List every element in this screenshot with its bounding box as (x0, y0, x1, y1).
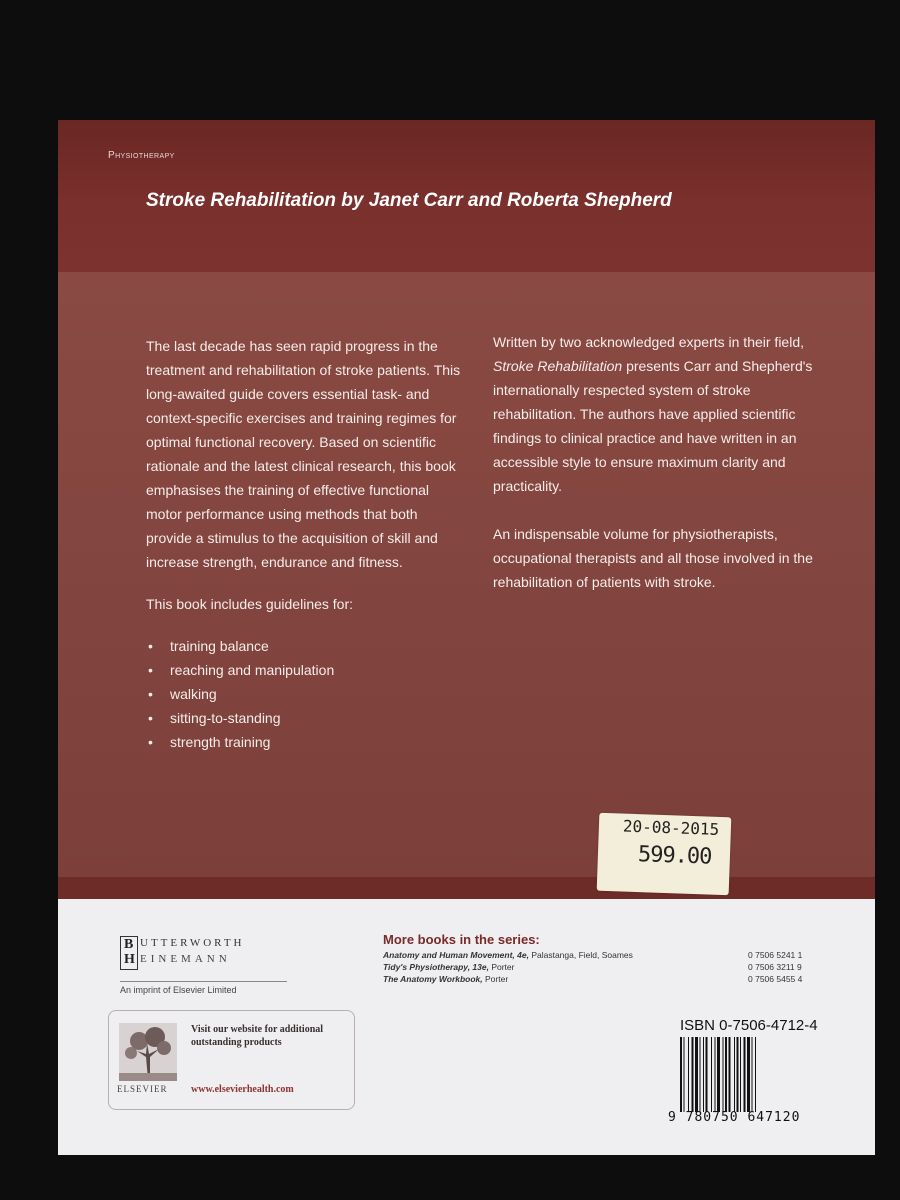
series-book (383, 950, 833, 962)
series-book-authors: Porter (488, 962, 515, 972)
series-book-title: Tidy's Physiotherapy, 13e, (383, 962, 489, 972)
barcode-bar (737, 1037, 739, 1112)
authors-text-end: presents Carr and Shepherd's internationally respected system of stroke rehabilitation. The authors have applied scientific findings to clinical practice and have written in an accessible style to ensure maximum clarity and practicality. (493, 358, 813, 494)
series-heading: More books in the series: (383, 932, 540, 947)
barcode-bar (688, 1037, 689, 1112)
series-book-authors: Palastanga, Field, Soames (528, 950, 633, 960)
barcode-bar (700, 1037, 701, 1112)
price-sticker (597, 813, 732, 896)
barcode-bar (703, 1037, 704, 1112)
barcode-bar (740, 1037, 741, 1112)
guideline-item: • walking (146, 682, 466, 706)
bh-monogram (120, 936, 138, 970)
guidelines-intro: This book includes guidelines for: (146, 596, 354, 612)
audience-paragraph: An indispensable volume for physiotherapists, occupational therapists and all those involved in the rehabilitation of patients with stroke. (493, 526, 813, 590)
barcode-bar (752, 1037, 753, 1112)
imprint-text: An imprint of Elsevier Limited (120, 985, 237, 995)
book-headline: Stroke Rehabilitation by Janet Carr and Roberta Shepherd (146, 190, 672, 211)
website-url[interactable]: www.elsevierhealth.com (191, 1084, 294, 1095)
guideline-item: • training balance (146, 634, 466, 658)
barcode-bar (715, 1037, 716, 1112)
website-message: Visit our website for additional outstanding products (191, 1024, 324, 1048)
series-book-isbn: 0 7506 5241 1 (748, 950, 803, 960)
book-back-cover (58, 120, 875, 1155)
guideline-item: • reaching and manipulation (146, 658, 466, 682)
series-book (383, 974, 833, 986)
publisher-logo (120, 936, 295, 986)
guidelines-list (146, 634, 466, 754)
barcode-bar (717, 1037, 720, 1112)
elsevier-tree-icon (119, 1023, 177, 1081)
barcode-bar (729, 1037, 731, 1112)
website-box (108, 1010, 355, 1110)
series-book-isbn: 0 7506 5455 4 (748, 974, 803, 984)
barcode-digits: 9 780750 647120 (668, 1110, 801, 1125)
series-book-isbn: 0 7506 3211 9 (748, 962, 802, 972)
barcode-bar (723, 1037, 724, 1112)
series-list (383, 932, 833, 986)
barcode-bar (747, 1037, 750, 1112)
barcode-bar (695, 1037, 698, 1112)
sticker-date: 20-08-2015 (622, 816, 720, 839)
series-book-title: The Anatomy Workbook, (383, 974, 483, 984)
series-book (383, 962, 833, 974)
barcode-bar (711, 1037, 712, 1112)
sticker-price: 599.00 (637, 842, 712, 870)
book-title-italic: Stroke Rehabilitation (493, 358, 623, 374)
publisher-name-line1: UTTERWORTH (140, 937, 245, 949)
barcode-bar (755, 1037, 756, 1112)
barcode-bar (725, 1037, 727, 1112)
barcode-bar (706, 1037, 708, 1112)
publisher-name-line2: EINEMANN (140, 953, 231, 965)
description-left-column (146, 334, 466, 754)
monogram-h: H (124, 952, 135, 967)
barcode-bar (692, 1037, 694, 1112)
guideline-item: • strength training (146, 730, 466, 754)
authors-text-start: Written by two acknowledged experts in their field, (493, 334, 805, 350)
barcode-bar (684, 1037, 685, 1112)
category-label: Physiotherapy (108, 150, 175, 161)
barcode (678, 1037, 813, 1112)
divider-strip (58, 877, 875, 899)
monogram-b: B (124, 937, 134, 952)
guideline-item: • sitting-to-standing (146, 706, 466, 730)
description-right-column (493, 330, 813, 594)
elsevier-wordmark: ELSEVIER (117, 1084, 168, 1094)
imprint-divider (120, 981, 287, 982)
series-book-authors: Porter (482, 974, 509, 984)
series-book-title: Anatomy and Human Movement, 4e, (383, 950, 529, 960)
barcode-bar (680, 1037, 682, 1112)
description-paragraph: The last decade has seen rapid progress in the treatment and rehabilitation of stroke patients. This long-awaited guide covers essential task- and context-specific exercises and training regimes for optimal functional recovery. Based on scientific rationale and the latest clinical research, this book emphasises the training of effective functional motor performance using methods that both provide a stimulus to the acquisition of skill and increase strength, endurance and fitness. (146, 338, 461, 570)
isbn-label: ISBN 0-7506-4712-4 (680, 1017, 818, 1034)
authors-paragraph (493, 330, 813, 498)
barcode-bar (744, 1037, 746, 1112)
barcode-bar (734, 1037, 735, 1112)
